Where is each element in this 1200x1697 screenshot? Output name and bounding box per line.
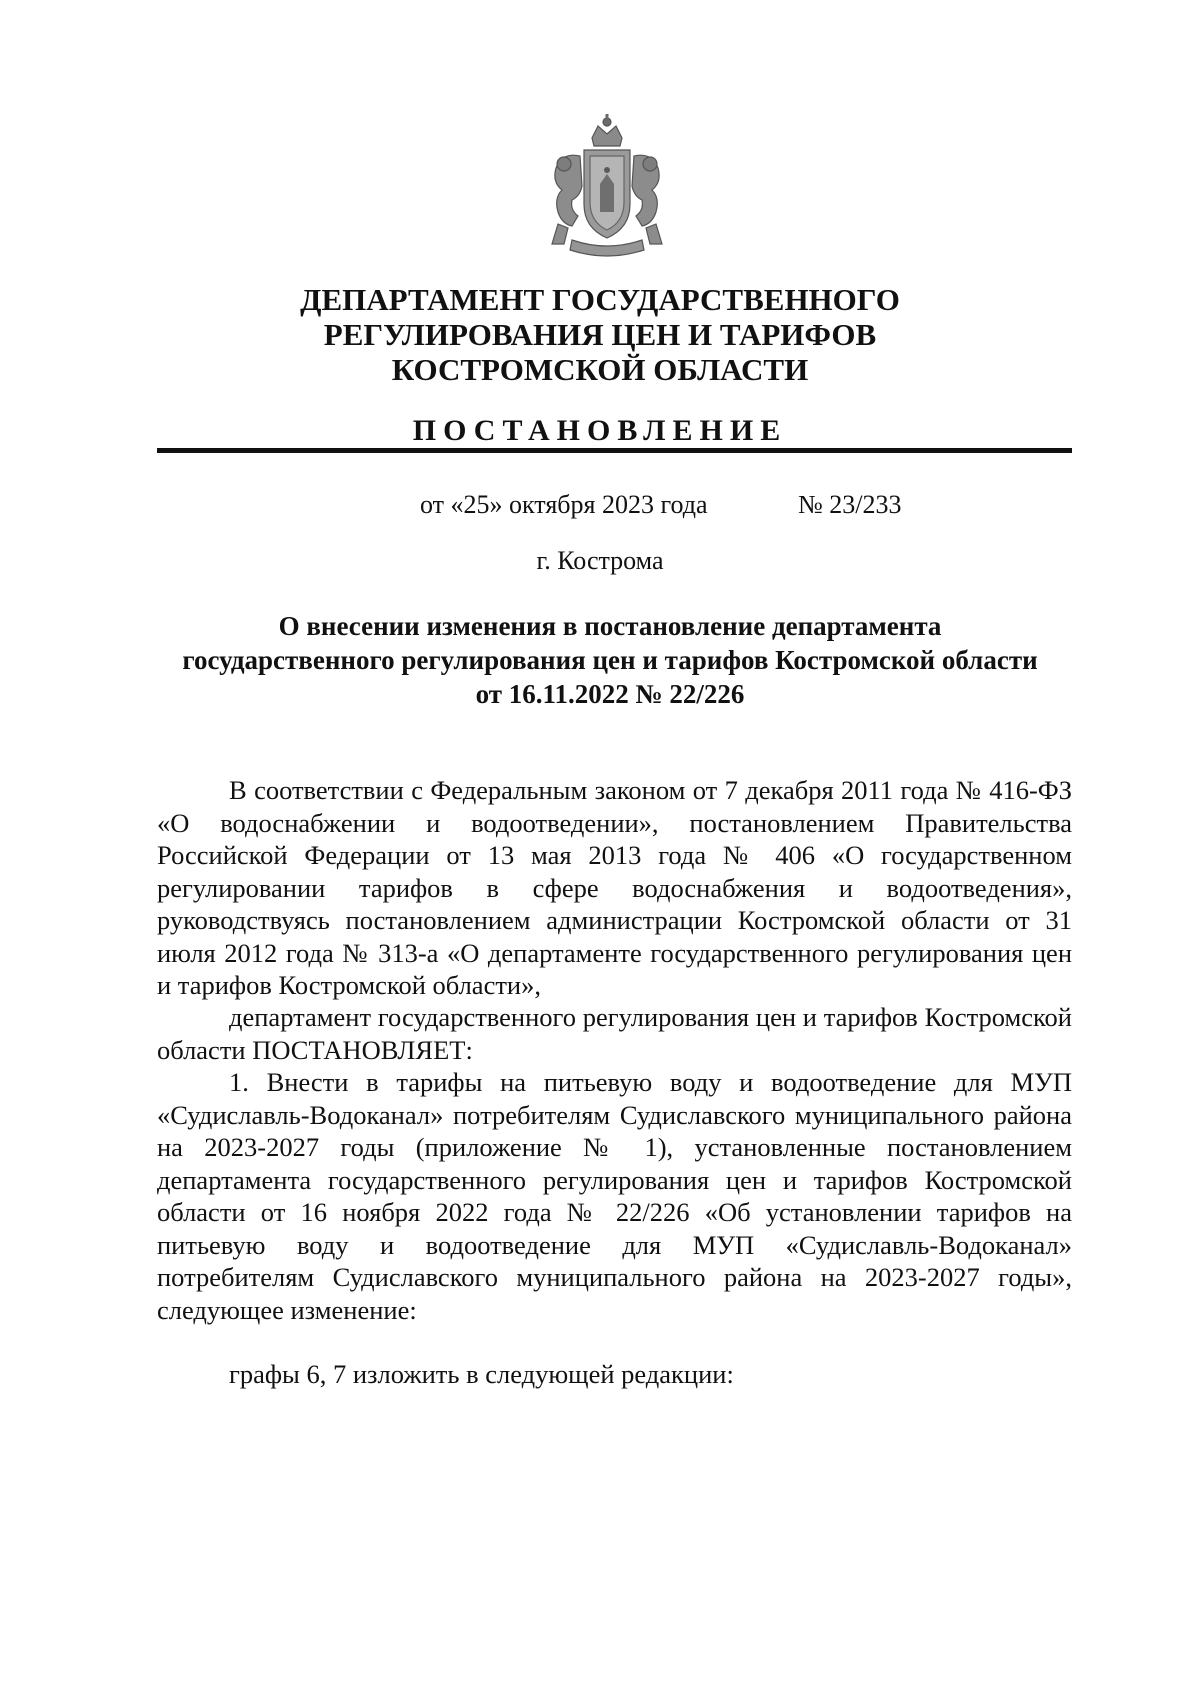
subject-line-3: от 16.11.2022 № 22/226 [475,679,745,709]
paragraph-text: департамент государственного регулирования цен и тарифов Костромской области ПОСТАНОВЛЯЕТ: [157,1002,1072,1065]
body-paragraph-item-1 [157,1066,1072,1326]
department-line-1: ДЕПАРТАМЕНТ ГОСУДАРСТВЕННОГО [300,282,900,317]
document-type-heading: ПОСТАНОВЛЕНИЕ [412,414,788,447]
document-city: г. Кострома [536,546,664,575]
paragraph-text: В соответствии с Федеральным законом от 7 декабря 2011 года № 416-ФЗ «О водоснабжении и водоотведении», постановлением Правительства Российской Федерации от 13 мая 2013 года № 406 «О государственном регулировании тарифов в сфере водоснабжения и водоотведения», руководствуясь постановлением администрации Костромской области от 31 июля 2012 года № 313-а «О департаменте государственного регулирования цен и тарифов Костромской области», [157,775,1072,1000]
body-paragraph-preamble [157,774,1072,1002]
document-subject [150,609,1070,711]
department-name [160,282,1040,387]
paragraph-text: 1. Внести в тарифы на питьевую воду и водоотведение для МУП «Судиславль-Водоканал» потребителям Судиславского муниципального района на 2023-2027 годы (приложение № 1), установленные постановлением департамента государственного регулирования цен и тарифов Костромской области от 16 ноября 2022 года № 22/226 «Об установлении тарифов на питьевую воду и водоотведение для МУП «Судиславль-Водоканал» потребителям Судиславского муниципального района на 2023-2027 годы», следующее изменение: [157,1067,1072,1325]
body-paragraph-columns [157,1358,1072,1391]
subject-line-2: государственного регулирования цен и тарифов Костромской области [182,645,1038,675]
department-line-2: РЕГУЛИРОВАНИЯ ЦЕН И ТАРИФОВ [323,317,877,352]
document-number: № 23/233 [798,490,902,519]
subject-line-1: О внесении изменения в постановление департамента [278,611,942,641]
header-divider [157,448,1072,453]
paragraph-text: графы 6, 7 изложить в следующей редакции: [229,1359,734,1389]
document-date: от «25» октября 2023 года [420,490,708,519]
department-line-3: КОСТРОМСКОЙ ОБЛАСТИ [391,352,809,387]
body-paragraph-resolves [157,1001,1072,1066]
coat-of-arms-icon [532,112,682,262]
